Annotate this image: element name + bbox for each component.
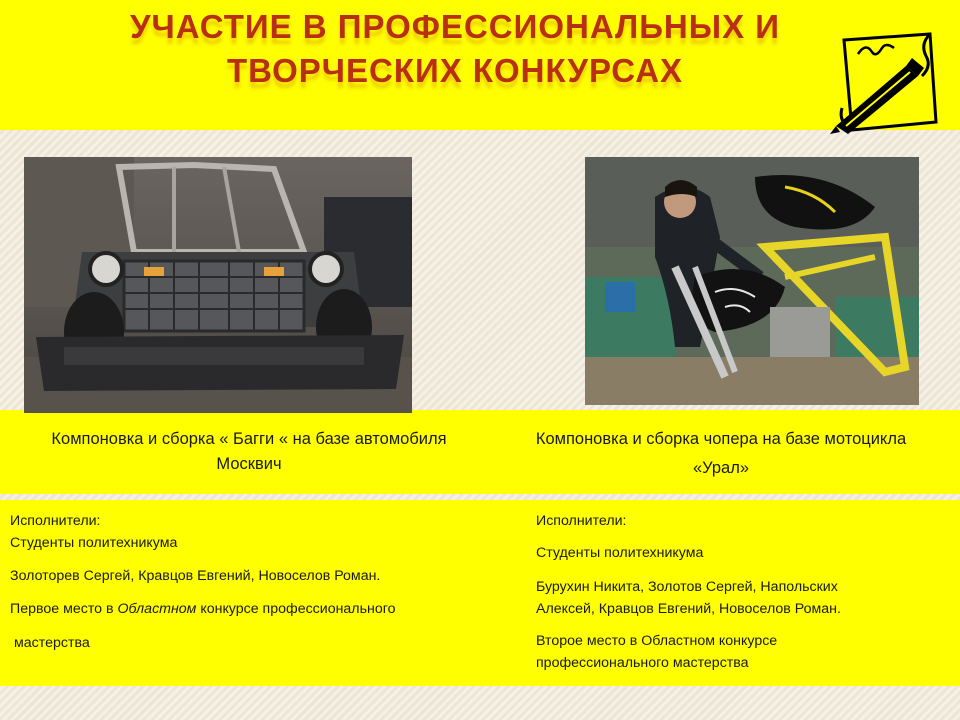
left-students: Студенты политехникума xyxy=(10,535,178,551)
photo-chopper-motorcycle xyxy=(585,157,919,405)
right-performers-label: Исполнители: xyxy=(536,513,627,529)
right-students: Студенты политехникума xyxy=(536,545,704,561)
pen-scroll-icon xyxy=(826,30,938,136)
left-award-post: конкурсе профессионального xyxy=(196,601,396,617)
left-performers-label: Исполнители: xyxy=(10,513,101,529)
caption-chopper-line-2: «Урал» xyxy=(692,459,750,477)
photo-buggy-car xyxy=(24,157,412,413)
right-award-line-2: профессионального мастерства xyxy=(536,655,749,671)
left-award-line-1 xyxy=(10,600,395,619)
left-award-italic: Областном xyxy=(117,601,197,617)
left-names: Золоторев Сергей, Кравцов Евгений, Новоселов Роман. xyxy=(10,568,381,584)
right-names-line-1: Бурухин Никита, Золотов Сергей, Напольских xyxy=(536,579,838,595)
caption-buggy-line-2: Москвич xyxy=(216,455,282,473)
slide-title-line-2: ТВОРЧЕСКИХ КОНКУРСАХ xyxy=(226,52,684,89)
left-award-pre: Первое место в xyxy=(10,601,118,617)
right-award-line-1: Второе место в Областном конкурсе xyxy=(536,633,778,649)
left-award-line-2: мастерства xyxy=(14,635,90,651)
caption-band xyxy=(0,410,960,494)
caption-chopper-line-1: Компоновка и сборка чопера на базе мотоцикла xyxy=(535,430,907,448)
slide-title-line-1: УЧАСТИЕ В ПРОФЕССИОНАЛЬНЫХ И xyxy=(130,8,780,45)
right-names-line-2: Алексей, Кравцов Евгений, Новоселов Роман. xyxy=(536,601,841,617)
caption-buggy-line-1: Компоновка и сборка « Багги « на базе автомобиля xyxy=(51,430,447,448)
